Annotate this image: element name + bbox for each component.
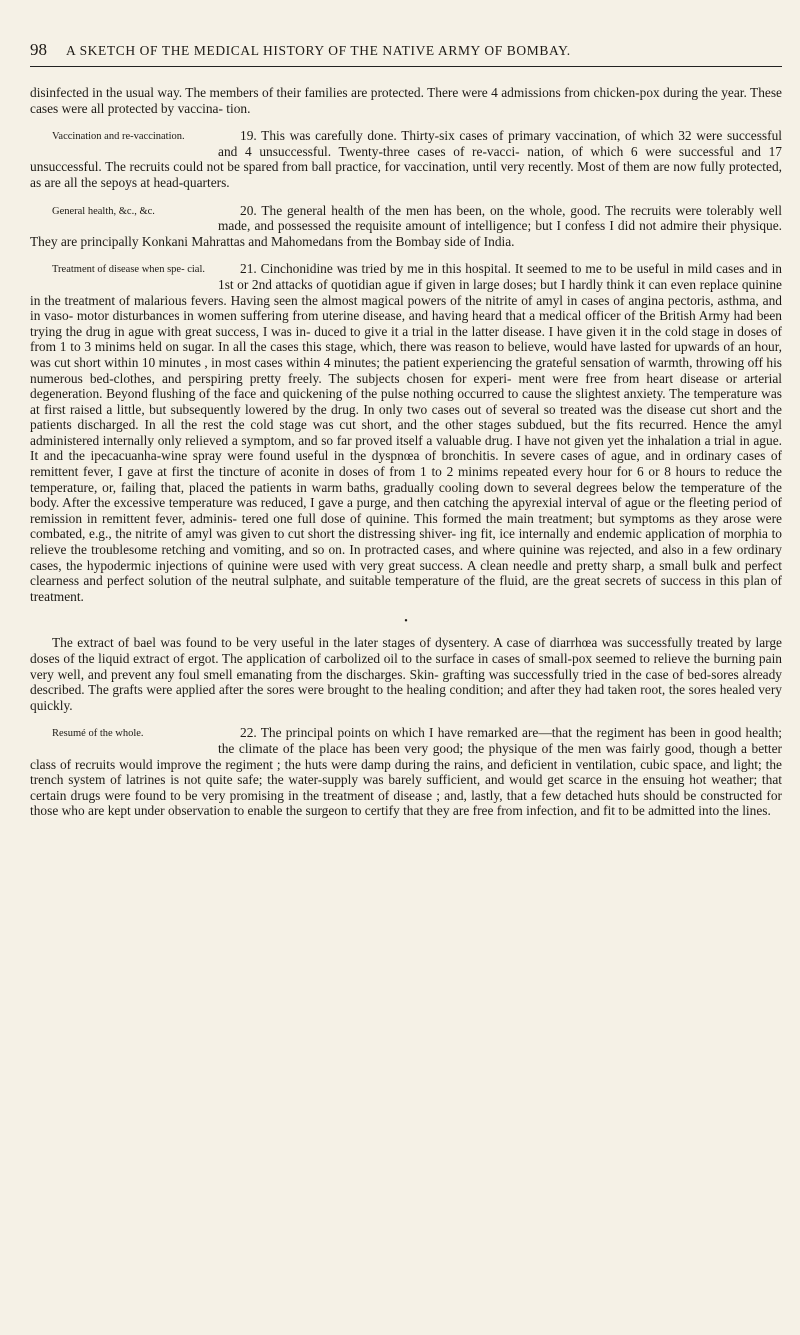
running-title: A SKETCH OF THE MEDICAL HISTORY OF THE NATIVE ARMY OF BOMBAY. [66,43,571,58]
paragraph-22 [30,725,782,819]
paragraph-text [30,128,782,190]
margin-note-treatment: Treatment of disease when spe- cial. [52,264,205,276]
margin-note-vaccination: Vaccination and re-vaccination. [52,131,185,143]
margin-note-resume: Resumé of the whole. [52,728,144,740]
paragraph-text [30,203,782,250]
paragraph-21-continued [30,635,782,713]
separator-bullet: • [404,616,408,628]
paragraph-continuation [30,85,782,116]
paragraph-text [30,261,782,604]
paragraph-text: disinfected in the usual way. The members of their families are protected. There were 4 admissions from chicken-pox during the year. These cases were all protected by vaccina- tion. [30,85,782,116]
paragraph-19 [30,128,782,190]
paragraph-22-text: 22. The principal points on which I have remarked are—that the regiment has been in good health; the climate of the place has been very good; the physique of the men was fairly good, though a better class of recruits would improve the regiment ; the huts were damp during the rains, and deficient in ventilation, cubic space, and light; the trench system of latrines is not quite safe; the water-supply was barely sufficient, and would get scarce in the ensuing hot weather; that certain drugs were found to be very promising in the treatment of disease ; and, lastly, that a few detached huts should be constructed for those who are kept under observation to enable the surgeon to certify that they are free from infection, and fit to be admitted into the lines. [30,725,782,819]
margin-note-general-health: General health, &c., &c. [52,205,155,217]
page-number: 98 [30,40,47,59]
paragraph-21-text: 21. Cinchonidine was tried by me in this hospital. It seemed to me to be useful in mild cases and in 1st or 2nd attacks of quotidian ague if given in large doses; but I hardly think it can even replace quinine in the treatment of malarious fevers. Having seen the almost magical powers of the nitrite of amyl in cases of angina pectoris, asthma, and in vaso- motor disturbances in women suffering from uterine disease, and having heard that a medical officer of the British Army had been trying the drug in ague with great success, I was in- duced to give it a trial in the latter disease. I have given it in the cold stage in doses of from 1 to 3 minims held on sugar. In all the cases this stage, which, there was reason to believe, would have lasted for upwards of an hour, was cut short within 10 minutes , in most cases within 4 minutes; the patient experiencing the grateful sensation of warmth, throwing off his numerous bed-clothes, and perspiring pretty freely. The subjects chosen for experi- ment were free from heart disease or arterial degeneration. Beyond flushing of the face and quickening of the pulse nothing occurred to cause the slightest anxiety. The temperature was at first raised a little, but subsequently lowered by the drug. In only two cases out of several so treated was the disease cut short and the patients discharged. In all the rest the cold stage was cut short, and the other stages subdued, but the fits recurred. Hence the amyl administered internally only relieved a symptom, and so far proved itself a valuable drug. I have not given yet the inhalation a trial in ague. It and the ipecacuanha-wine spray were found useful in the dyspnœa of bronchitis. In severe cases of ague, and in ordinary cases of remittent fever, I gave at first the tincture of aconite in doses of from 1 to 2 minims repeated every hour for 6 or 8 hours to reduce the temperature, or, failing that, placed the patients in warm baths, gradually cooling down to several degrees below the temperature of the body. After the excessive temperature was reduced, I gave a purge, and then catching the apyrexial interval of ague or the fleeting period of remission in remittent fever, adminis- tered one full dose of quinine. This formed the main treatment; but symptoms as they arose were combated, e.g., the nitrite of amyl was given to cut short the distressing shiver- ing fit, ice internally and endemic application of morphia to relieve the troublesome retching and vomiting, and so on. In protracted cases, and where quinine was rejected, and also in a few ordinary cases, the hypodermic injections of quinine were used with very great success. A clean needle and pretty sharp, a small bulk and perfect clearness and perfect solution of the neutral sulphate, and suitable temperature of the fluid, are the great secrets of success in this plan of treatment. [30,261,782,604]
paragraph-text [30,725,782,819]
paragraph-text: The extract of bael was found to be very useful in the later stages of dysentery. A case of diarrhœa was successfully treated by large doses of the liquid extract of ergot. The application of carbolized oil to the surface in cases of small-pox seemed to relieve the burning pain very well, and prevent any foul smell emanating from the discharges. Skin- grafting was successfully tried in the case of bed-sores already described. The grafts were applied after the sores were brought to the healing condition; and after they had taken root, the sores healed very quickly. [30,635,782,713]
page [30,40,782,831]
paragraph-21 [30,261,782,604]
paragraph-20-text: 20. The general health of the men has been, on the whole, good. The recruits were tolerably well made, and possessed the requisite amount of intelligence; but I confess I did not admire their physique. They are principally Konkani Mahrattas and Mahomedans from the Bombay side of India. [30,202,782,249]
paragraph-20 [30,203,782,250]
paragraph-19-text: 19. This was carefully done. Thirty-six cases of primary vaccination, of which 32 were successful and 4 unsuccessful. Twenty-three cases of re-vacci- nation, of which 6 were successful and 17 unsuccessful. The recruits could not be spared from ball practice, for vaccination, until very recently. Most of them are now fully protected, as are all the sepoys at head-quarters. [30,128,782,190]
page-header [30,40,782,67]
